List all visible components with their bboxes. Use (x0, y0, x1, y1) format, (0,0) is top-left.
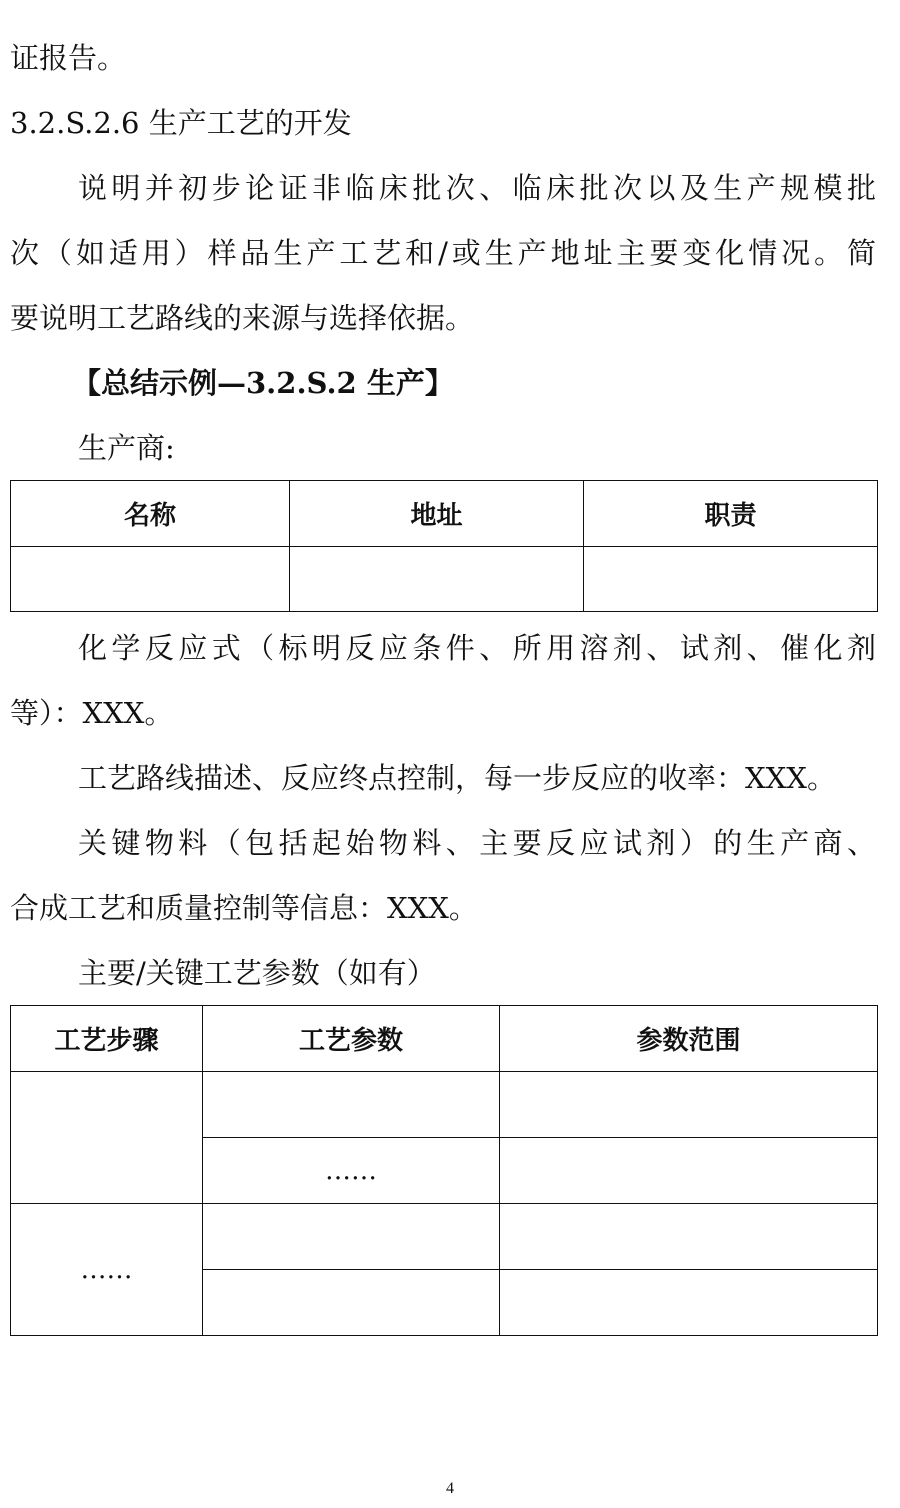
table-cell (11, 547, 290, 612)
header-parameter: 工艺参数 (203, 1006, 500, 1072)
table-cell (11, 1072, 203, 1204)
paragraph-line: 合成工艺和质量控制等信息：XXX。 (10, 891, 478, 925)
section-heading: 3.2.S.2.6 生产工艺的开发 (10, 106, 352, 140)
header-responsibility: 职责 (584, 481, 878, 547)
table-cell (500, 1270, 878, 1336)
manufacturer-table (10, 480, 878, 612)
header-address: 地址 (290, 481, 584, 547)
process-parameter-table (10, 1005, 878, 1336)
paragraph-line: 等）：XXX。 (10, 696, 174, 730)
paragraph-line: 关键物料（包括起始物料、主要反应试剂）的生产商、 (78, 826, 876, 860)
example-heading: 【总结示例—3.2.S.2 生产】 (72, 366, 454, 400)
header-range: 参数范围 (500, 1006, 878, 1072)
table-cell (584, 547, 878, 612)
table-cell (500, 1072, 878, 1138)
page-number: 4 (446, 1480, 454, 1497)
ellipsis-cell: …… (11, 1204, 203, 1336)
table-cell (203, 1270, 500, 1336)
table-cell (203, 1072, 500, 1138)
parameters-label: 主要/关键工艺参数（如有） (78, 956, 436, 990)
table-cell (500, 1204, 878, 1270)
paragraph-line: 化学反应式（标明反应条件、所用溶剂、试剂、催化剂 (78, 631, 876, 665)
table-cell (500, 1138, 878, 1204)
ellipsis-cell: …… (203, 1138, 500, 1204)
paragraph-line: 次（如适用）样品生产工艺和/或生产地址主要变化情况。简 (10, 236, 876, 270)
text-line: 证报告。 (10, 41, 127, 75)
table-cell (203, 1204, 500, 1270)
table-cell (290, 547, 584, 612)
paragraph-line: 工艺路线描述、反应终点控制，每一步反应的收率：XXX。 (78, 761, 836, 795)
manufacturer-label: 生产商: (78, 431, 175, 465)
paragraph-line: 要说明工艺路线的来源与选择依据。 (10, 301, 475, 335)
header-step: 工艺步骤 (11, 1006, 203, 1072)
header-name: 名称 (11, 481, 290, 547)
paragraph-line: 说明并初步论证非临床批次、临床批次以及生产规模批 (78, 171, 876, 205)
